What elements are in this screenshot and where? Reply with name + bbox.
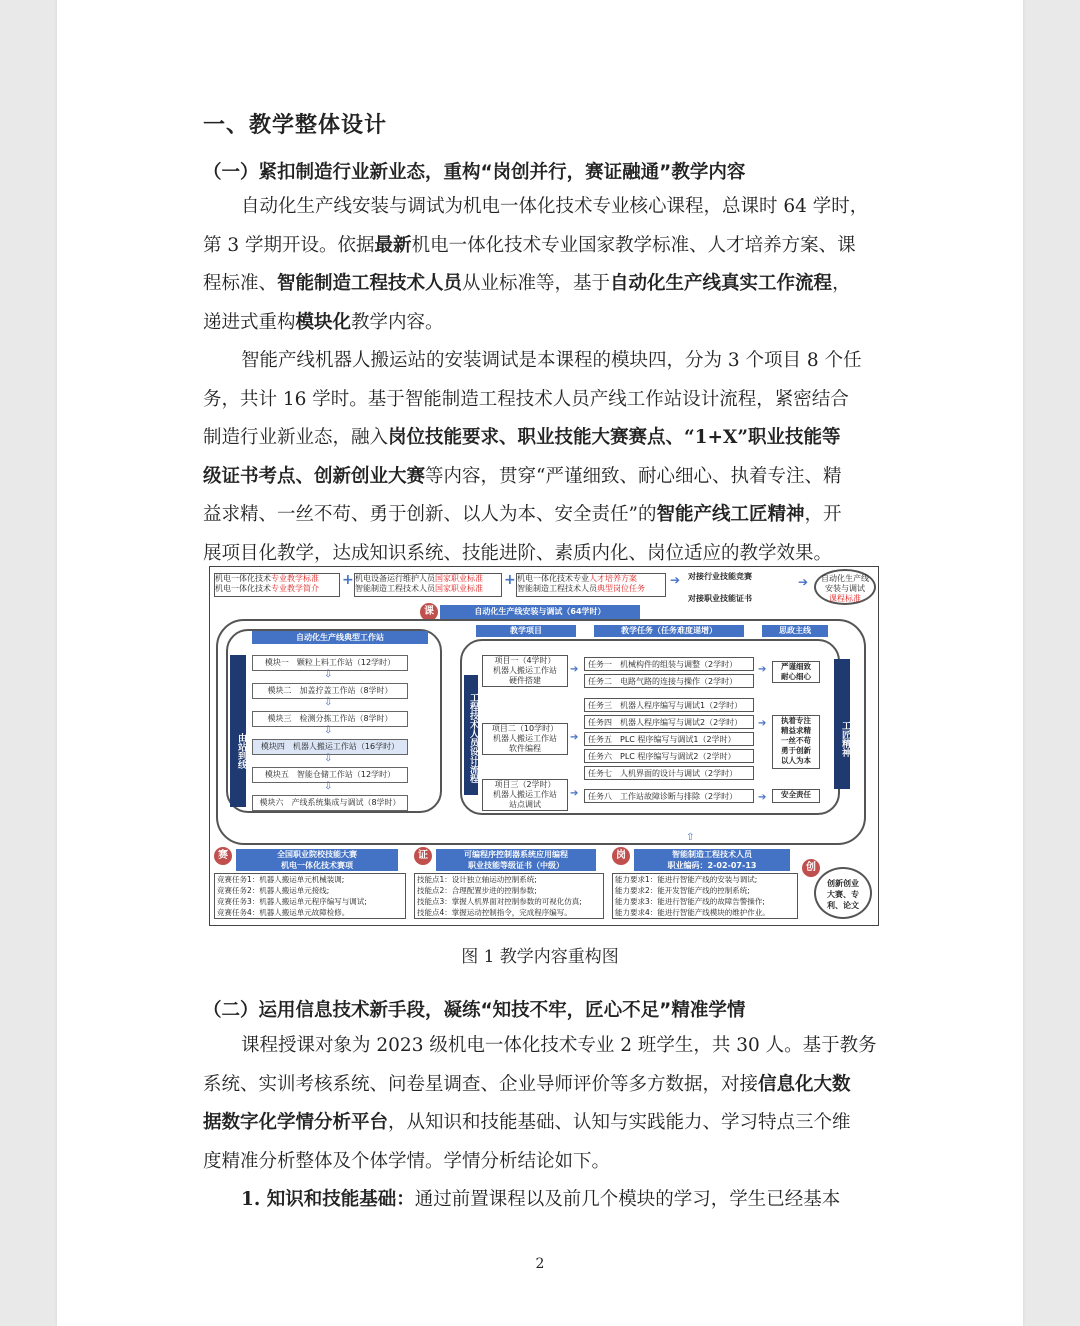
bold-text: 自动化生产线真实工作流程 bbox=[610, 273, 833, 294]
course-standard-oval: 自动化生产线 安装与调试 课程标准 bbox=[814, 569, 876, 605]
zheng-card-title bbox=[436, 849, 596, 871]
card-title-line: 机电一体化技术赛项 bbox=[281, 861, 353, 870]
card-title-line: 可编程序控制器系统应用编程 bbox=[464, 850, 568, 859]
module-item: 模块一 颗粒上料工作站（12学时） bbox=[252, 655, 408, 671]
text-line bbox=[203, 458, 879, 497]
task-item: 任务八 工作站故障诊断与排除（2学时） bbox=[584, 789, 754, 803]
bold-text: 智能产线工匠精神 bbox=[656, 504, 805, 525]
text: ，从知识和技能基础、认知与实践能力、学习特点三个维 bbox=[388, 1112, 851, 1133]
text-line bbox=[203, 1143, 879, 1182]
innovation-line: 利、论文 bbox=[827, 901, 859, 910]
design-process-label: 工程技术人员设计流程 bbox=[464, 675, 478, 795]
card-line: 竞赛任务4：机器人搬运单元故障检修。 bbox=[217, 908, 350, 917]
arrow-down-icon: ⇩ bbox=[324, 753, 333, 764]
arrow-right-icon: ➔ bbox=[798, 575, 809, 589]
project-box bbox=[482, 655, 568, 687]
arrow-right-icon: ➔ bbox=[758, 664, 767, 675]
station-to-line-label: 由站到线 bbox=[230, 655, 246, 807]
text: 度精准分析整体及个体学情。学情分析结论如下。 bbox=[203, 1150, 611, 1172]
spirit-line: 安全责任 bbox=[781, 790, 811, 799]
card-title-line: 全国职业院校技能大赛 bbox=[277, 850, 357, 859]
card-line: 能力要求3：能进行智能产线的故障告警操作; bbox=[615, 897, 765, 906]
card-line: 技能点3：掌握人机界面对控制参数的可视化仿真; bbox=[417, 897, 582, 906]
bold-text: 级证书考点、创新创业大赛 bbox=[203, 465, 426, 487]
module-item: 模块五 智能仓储工作站（12学时） bbox=[252, 767, 408, 783]
spirit-line: 执着专注 bbox=[781, 716, 811, 725]
module-item: 模块四 机器人搬运工作站（16学时） bbox=[252, 739, 408, 755]
text-line bbox=[203, 265, 879, 304]
gang-card-body bbox=[612, 873, 798, 919]
task-item: 任务五 PLC 程序编写与调试1（2学时） bbox=[584, 732, 754, 746]
spirit-line: 一丝不苟 bbox=[781, 736, 811, 745]
arrow-right-icon: ➔ bbox=[570, 664, 579, 675]
figure-caption: 图 1 教学内容重构图 bbox=[461, 947, 619, 967]
bold-text: 据数字化学情分析平台 bbox=[203, 1112, 389, 1133]
spirit-line: 精益求精 bbox=[781, 726, 811, 735]
text: 智能产线机器人搬运站的安装调试是本课程的模块四，分为 3 个项目 8 个任 bbox=[241, 350, 862, 371]
typical-station-header: 自动化生产线典型工作站 bbox=[252, 631, 428, 644]
text-line bbox=[203, 1104, 879, 1143]
arrow-up-icon: ⇧ bbox=[686, 832, 695, 843]
text: 务，共计 16 学时。基于智能制造工程技术人员产线工作站设计流程，紧密结合 bbox=[203, 388, 849, 410]
task-item: 任务二 电路气路的连接与操作（2学时） bbox=[584, 674, 754, 688]
project-line: 项目一（4学时） bbox=[494, 656, 556, 665]
arrow-down-icon: ⇩ bbox=[324, 697, 333, 708]
text: ， bbox=[832, 273, 851, 294]
subsection-2-title: （二）运用信息技术新手段，凝练“知技不牢，匠心不足”精准学情 bbox=[203, 1000, 746, 1021]
page-number: 2 bbox=[535, 1256, 545, 1272]
module-item: 模块六 产线系统集成与调试（8学时） bbox=[252, 795, 408, 811]
text-line bbox=[203, 496, 879, 535]
text-line bbox=[203, 342, 879, 381]
bold-text: 信息化大数 bbox=[758, 1073, 851, 1095]
spirit-line: 耐心细心 bbox=[781, 672, 811, 681]
text: 从业标准等，基于 bbox=[462, 273, 611, 294]
arrow-down-icon: ⇩ bbox=[324, 781, 333, 792]
module-item: 模块二 加盖拧盖工作站（8学时） bbox=[252, 683, 408, 699]
card-line: 能力要求4：能进行智能产线模块的维护作业。 bbox=[615, 908, 770, 917]
project-line: 站点调试 bbox=[509, 800, 541, 809]
task-item: 任务七 人机界面的设计与调试（2学时） bbox=[584, 766, 754, 780]
text-line bbox=[203, 419, 879, 458]
arrow-right-icon: ➔ bbox=[570, 788, 579, 799]
header-project: 教学项目 bbox=[476, 625, 576, 637]
sai-tag-icon: 赛 bbox=[214, 847, 232, 865]
competition-link: 对接行业技能竞赛 bbox=[688, 572, 752, 581]
text: 第 3 学期开设。依据 bbox=[203, 234, 375, 256]
arrow-right-icon: ➔ bbox=[758, 792, 767, 803]
sec2-paragraph-1 bbox=[203, 1027, 879, 1181]
subsection-1-title: （一）紧扣制造行业新业态，重构“岗创并行，赛证融通”教学内容 bbox=[203, 162, 746, 183]
bold-text: 最新 bbox=[374, 234, 412, 256]
text: 课程授课对象为 2023 级机电一体化技术专业 2 班学生，共 30 人。基于教务 bbox=[241, 1035, 877, 1056]
section-heading: 一、教学整体设计 bbox=[203, 113, 388, 138]
module-item: 模块三 检测分拣工作站（8学时） bbox=[252, 711, 408, 727]
zheng-tag-icon: 证 bbox=[414, 847, 432, 865]
innovation-oval bbox=[814, 867, 872, 919]
header-ideology: 思政主线 bbox=[762, 625, 828, 637]
zheng-card-body bbox=[414, 873, 604, 919]
innovation-line: 创新创业 bbox=[827, 879, 859, 888]
standard-box-2: 机电设备运行维护人员国家职业标准 智能制造工程技术人员国家职业标准 bbox=[354, 573, 502, 597]
card-title-line: 职业技能等级证书（中级） bbox=[468, 861, 564, 870]
course-tag-icon: 课 bbox=[420, 603, 438, 621]
arrow-right-icon: ➔ bbox=[570, 732, 579, 743]
bold-text: 智能制造工程技术人员 bbox=[277, 273, 463, 294]
project-line: 项目三（2学时） bbox=[494, 780, 556, 789]
text-line bbox=[203, 227, 879, 266]
text: 教学内容。 bbox=[351, 311, 444, 333]
text-line bbox=[203, 1027, 879, 1066]
text: ，开 bbox=[804, 504, 842, 525]
spirit-line: 勇于创新 bbox=[781, 746, 811, 755]
task-item: 任务一 机械构件的组装与调整（2学时） bbox=[584, 657, 754, 671]
gang-tag-icon: 岗 bbox=[612, 847, 630, 865]
bold-text: 岗位技能要求、职业技能大赛赛点、“1+X”职业技能等 bbox=[388, 427, 841, 448]
spirit-box bbox=[772, 661, 820, 683]
project-line: 机器人搬运工作站 bbox=[493, 734, 557, 743]
text-line bbox=[203, 1066, 879, 1105]
item-1-label: 1. 知识和技能基础： bbox=[241, 1189, 415, 1210]
item-1-text: 通过前置课程以及前几个模块的学习，学生已经基本 bbox=[414, 1189, 841, 1210]
plus-icon: + bbox=[342, 572, 354, 588]
text: 自动化生产线安装与调试为机电一体化技术专业核心课程，总课时 64 学时， bbox=[241, 196, 869, 217]
card-line: 竞赛任务3：机器人搬运单元程序编写与调试; bbox=[217, 897, 367, 906]
gang-card-title bbox=[634, 849, 790, 871]
card-line: 技能点4：掌握运动控制指令，完成程序编写。 bbox=[417, 908, 572, 917]
card-line: 技能点2：合理配置步进的控制参数; bbox=[417, 886, 537, 895]
text-line bbox=[203, 188, 879, 227]
spirit-box bbox=[772, 715, 820, 769]
innovation-tag-icon: 创 bbox=[802, 859, 820, 877]
spirit-line: 严谨细致 bbox=[781, 662, 811, 671]
text: 等内容，贯穿“严谨细致、耐心细心、执着专注、精 bbox=[425, 465, 842, 487]
card-line: 能力要求1：能进行智能产线的安装与调试; bbox=[615, 875, 758, 884]
project-line: 机器人搬运工作站 bbox=[493, 790, 557, 799]
arrow-down-icon: ⇩ bbox=[324, 725, 333, 736]
text: 递进式重构 bbox=[203, 311, 296, 333]
text: 制造行业新业态，融入 bbox=[203, 427, 389, 448]
plus-icon: + bbox=[504, 572, 516, 588]
spirit-line: 以人为本 bbox=[781, 756, 811, 765]
text: 系统、实训考核系统、问卷星调查、企业导师评价等多方数据，对接 bbox=[203, 1073, 759, 1095]
card-title-line: 智能制造工程技术人员 bbox=[672, 850, 752, 859]
sec1-paragraph-2 bbox=[203, 342, 879, 573]
certificate-link: 对接职业技能证书 bbox=[688, 594, 752, 603]
text: 益求精、一丝不苟、勇于创新、以人为本、安全责任”的 bbox=[203, 504, 657, 525]
card-line: 竞赛任务1：机器人搬运单元机械装调; bbox=[217, 875, 345, 884]
task-item: 任务三 机器人程序编写与调试1（2学时） bbox=[584, 698, 754, 712]
sai-card-body bbox=[214, 873, 406, 919]
text: 程标准、 bbox=[203, 273, 278, 294]
task-item: 任务六 PLC 程序编写与调试2（2学时） bbox=[584, 749, 754, 763]
arrow-right-icon: ➔ bbox=[758, 718, 767, 729]
project-box bbox=[482, 723, 568, 755]
project-box bbox=[482, 779, 568, 811]
card-title-line: 职业编码：2-02-07-13 bbox=[667, 861, 757, 870]
craftsman-spirit-label: 工匠精神 bbox=[834, 659, 850, 789]
text-line bbox=[203, 304, 879, 343]
teaching-content-diagram bbox=[209, 566, 879, 926]
header-task: 教学任务（任务难度递增） bbox=[594, 625, 744, 637]
text: 机电一体化技术专业国家教学标准、人才培养方案、课 bbox=[411, 234, 856, 256]
sai-card-title bbox=[236, 849, 398, 871]
arrow-right-icon: ➔ bbox=[670, 573, 681, 587]
project-line: 机器人搬运工作站 bbox=[493, 666, 557, 675]
sec2-item-1 bbox=[203, 1181, 879, 1220]
innovation-line: 大赛、专 bbox=[827, 890, 859, 899]
standard-box-1: 机电一体化技术专业教学标准 机电一体化技术专业教学简介 bbox=[214, 573, 340, 597]
bold-text: 模块化 bbox=[295, 311, 352, 333]
project-line: 软件编程 bbox=[509, 744, 541, 753]
card-line: 竞赛任务2：机器人搬运单元接线; bbox=[217, 886, 330, 895]
project-line: 硬件搭建 bbox=[509, 676, 541, 685]
course-title-bar: 自动化生产线安装与调试（64学时） bbox=[440, 605, 640, 619]
sec1-paragraph-1 bbox=[203, 188, 879, 342]
task-item: 任务四 机器人程序编写与调试2（2学时） bbox=[584, 715, 754, 729]
card-line: 能力要求2：能开发智能产线的控制系统; bbox=[615, 886, 750, 895]
text: 展项目化教学，达成知识系统、技能进阶、素质内化、岗位适应的教学效果。 bbox=[203, 542, 833, 564]
project-line: 项目二（10学时） bbox=[491, 724, 559, 733]
arrow-down-icon: ⇩ bbox=[324, 669, 333, 680]
document-page bbox=[57, 0, 1023, 1326]
text-line bbox=[203, 381, 879, 420]
spirit-box bbox=[772, 789, 820, 803]
card-line: 技能点1：设计独立轴运动控制系统; bbox=[417, 875, 537, 884]
standard-box-3: 机电一体化技术专业人才培养方案 智能制造工程技术人员典型岗位任务 bbox=[516, 573, 666, 597]
